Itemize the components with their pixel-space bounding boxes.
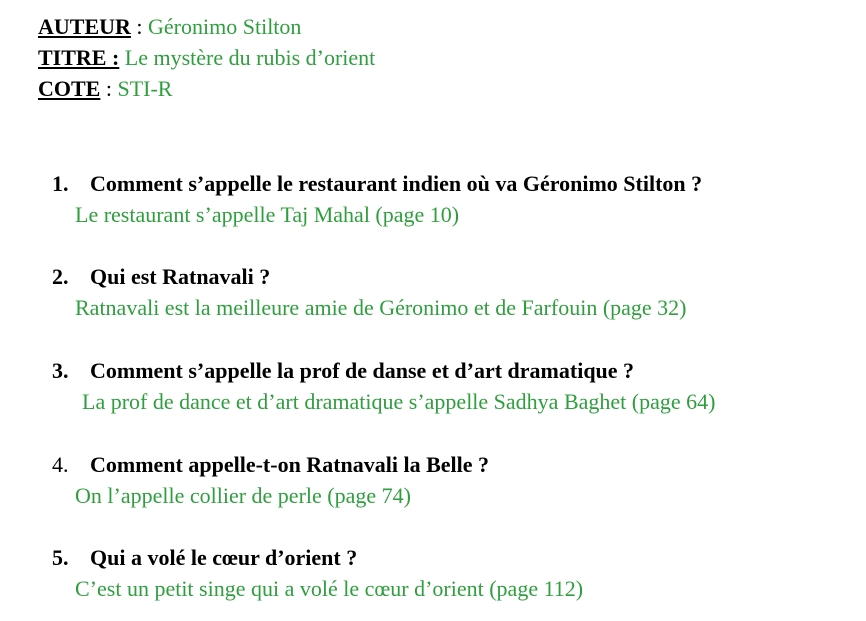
answer-text: Le restaurant s’appelle Taj Mahal (page 10) <box>75 202 460 227</box>
question-item-3 <box>52 355 852 417</box>
author-label: AUTEUR <box>38 14 131 39</box>
author-value: Géronimo Stilton <box>148 14 302 39</box>
question-item-4 <box>52 449 852 511</box>
question-text: Qui a volé le cœur d’orient ? <box>90 545 358 570</box>
question-number: 1. <box>52 171 69 196</box>
question-item-1 <box>52 168 852 230</box>
question-line <box>52 355 852 386</box>
question-number: 5. <box>52 545 69 570</box>
question-text: Comment s’appelle le restaurant indien où va Géronimo Stilton ? <box>90 171 703 196</box>
author-row <box>38 11 375 42</box>
title-row <box>38 42 375 73</box>
author-separator: : <box>130 14 149 39</box>
book-info <box>38 11 375 104</box>
code-value: STI-R <box>117 76 173 101</box>
code-label: COTE <box>38 76 101 101</box>
question-line <box>52 168 852 199</box>
answer-text: On l’appelle collier de perle (page 74) <box>75 483 411 508</box>
answer-text: La prof de dance et d’art dramatique s’appelle Sadhya Baghet (page 64) <box>82 389 716 414</box>
question-number: 3. <box>52 358 69 383</box>
code-separator: : <box>100 76 118 101</box>
question-text: Comment s’appelle la prof de danse et d’art dramatique ? <box>90 358 635 383</box>
code-row <box>38 73 375 104</box>
question-number: 2. <box>52 264 69 289</box>
title-value: Le mystère du rubis d’orient <box>124 45 376 70</box>
question-item-2 <box>52 261 852 323</box>
question-line <box>52 449 852 480</box>
answer-text: C’est un petit singe qui a volé le cœur d’orient (page 112) <box>75 576 584 601</box>
title-label: TITRE : <box>38 45 120 70</box>
question-text: Comment appelle-t-on Ratnavali la Belle ? <box>90 452 490 477</box>
answer-text: Ratnavali est la meilleure amie de Géronimo et de Farfouin (page 32) <box>75 295 687 320</box>
question-item-5 <box>52 542 852 604</box>
question-line <box>52 542 852 573</box>
question-text: Qui est Ratnavali ? <box>90 264 271 289</box>
question-line <box>52 261 852 292</box>
question-number: 4. <box>52 452 69 477</box>
